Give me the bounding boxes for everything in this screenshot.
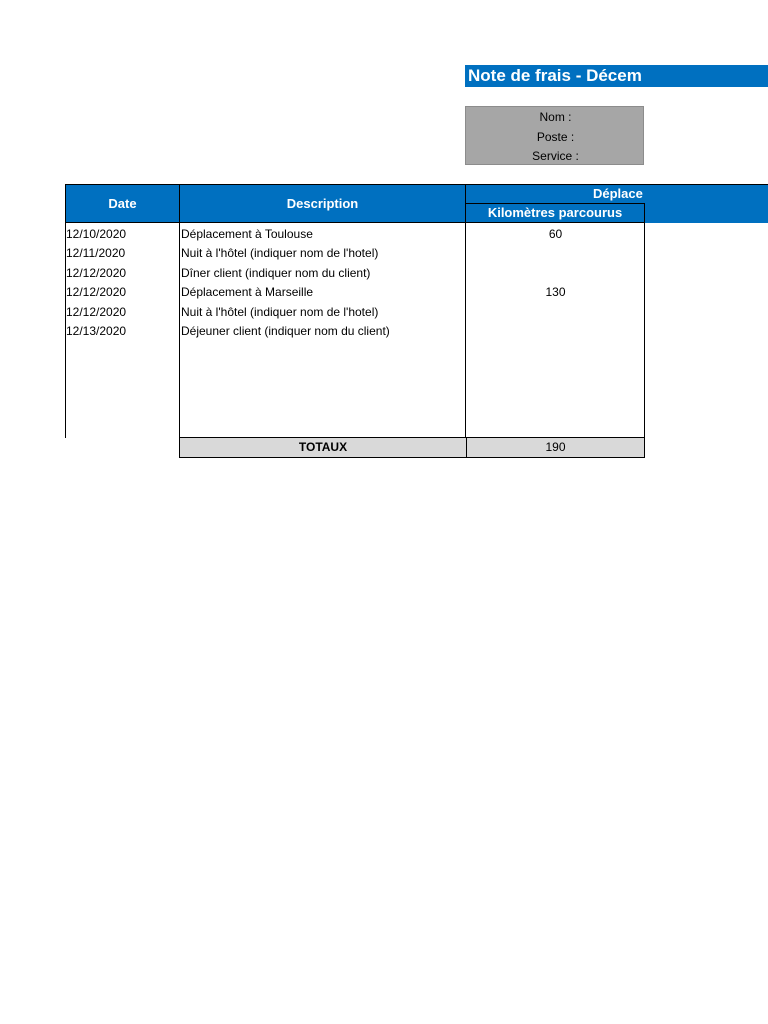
- row-date: 12/12/2020: [66, 266, 127, 280]
- row-km: 60: [548, 227, 563, 241]
- description-header: Description: [179, 184, 466, 223]
- deplacement-header: [465, 184, 768, 203]
- table-divider-date: [179, 223, 180, 438]
- row-description: Déjeuner client (indiquer nom du client): [181, 324, 390, 338]
- km-header: Kilomètres parcourus: [465, 203, 645, 223]
- poste-label: Poste :: [536, 130, 575, 144]
- row-description: Nuit à l'hôtel (indiquer nom de l'hotel): [181, 305, 379, 319]
- row-date: 12/10/2020: [66, 227, 127, 241]
- row-date: 12/12/2020: [66, 285, 127, 299]
- row-description: Dîner client (indiquer nom du client): [181, 266, 371, 280]
- row-description: Déplacement à Toulouse: [181, 227, 313, 241]
- table-border-right: [644, 223, 645, 438]
- row-description: Nuit à l'hôtel (indiquer nom de l'hotel): [181, 246, 379, 260]
- row-date: 12/11/2020: [66, 246, 126, 260]
- totals-label: TOTAUX: [180, 438, 467, 457]
- deplacement-header-label: Déplace: [593, 186, 643, 201]
- totals-row: [179, 437, 645, 458]
- row-description: Déplacement à Marseille: [181, 285, 314, 299]
- row-date: 12/13/2020: [66, 324, 127, 338]
- nom-label: Nom :: [539, 110, 572, 124]
- table-divider-description: [465, 223, 466, 438]
- row-date: 12/12/2020: [66, 305, 127, 319]
- row-km: 130: [545, 285, 566, 299]
- header-fill: [645, 203, 768, 223]
- document-title: Note de frais - Décem: [465, 65, 768, 87]
- service-label: Service :: [532, 149, 579, 163]
- employee-info-box: [465, 106, 644, 165]
- totals-km: 190: [545, 440, 566, 454]
- date-header: Date: [65, 184, 180, 223]
